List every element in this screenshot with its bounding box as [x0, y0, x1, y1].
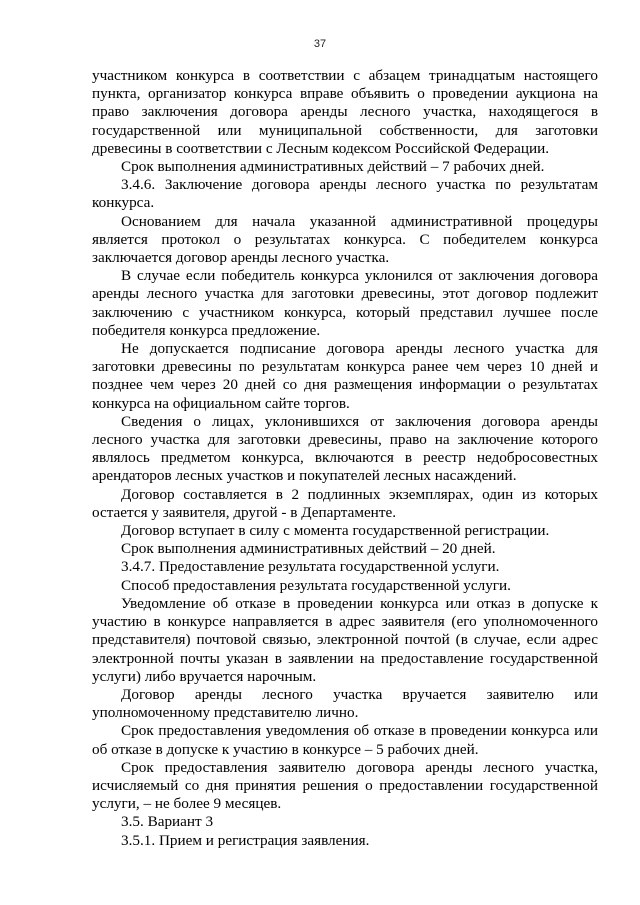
body-paragraph: участником конкурса в соответствии с абзацем тринадцатым настоящего пункта, организатор конкурса вправе объявить о проведении аукциона на право заключения договора аренды лесного участка, находящегося в государственной или муниципальной собственности, для заготовки древесины в соответствии с Лесным кодексом Российской Федерации.: [92, 67, 598, 157]
body-paragraph: Срок выполнения административных действий – 20 дней.: [121, 540, 496, 558]
page-number: 37: [313, 38, 327, 50]
body-paragraph: Срок предоставления уведомления об отказе в проведении конкурса или об отказе в допуске к участию в конкурсе – 5 рабочих дней.: [92, 722, 598, 758]
body-paragraph: Не допускается подписание договора аренды лесного участка для заготовки древесины по результатам конкурса ранее чем через 10 дней и позднее чем через 20 дней со дня размещения информации о результатах конкурса на официальном сайте торгов.: [92, 340, 598, 412]
body-paragraph: Договор аренды лесного участка вручается заявителю или уполномоченному представителю лично.: [92, 685, 598, 722]
body-paragraph: 3.5.1. Прием и регистрация заявления.: [121, 831, 370, 849]
body-paragraph: Договор вступает в силу с момента государственной регистрации.: [121, 522, 550, 540]
body-paragraph: Уведомление об отказе в проведении конкурса или отказ в допуске к участию в конкурсе направляется в адрес заявителя (его уполномоченного представителя) почтовой связью, электронной почтой (в случае, если адрес электронной почты указан в заявлении на предоставление государственной услуги) либо вручается нарочным.: [92, 594, 598, 685]
body-paragraph: Основанием для начала указанной административной процедуры является протокол о результатах конкурса. С победителем конкурса заключается договор аренды лесного участка.: [92, 212, 598, 267]
document-body: [92, 67, 598, 850]
body-paragraph: Срок выполнения административных действий – 7 рабочих дней.: [121, 158, 545, 176]
body-paragraph: Способ предоставления результата государственной услуги.: [121, 576, 511, 594]
body-paragraph: Сведения о лицах, уклонившихся от заключения договора аренды лесного участка для заготовки древесины, право на заключение которого являлось предметом конкурса, включаются в реестр недобросовестных арендаторов лесных участков и покупателей лесных насаждений.: [92, 412, 598, 485]
body-paragraph: Срок предоставления заявителю договора аренды лесного участка, исчисляемый со дня принятия решения о предоставлении государственной услуги, – не более 9 месяцев.: [92, 758, 598, 813]
body-paragraph: 3.5. Вариант 3: [121, 813, 214, 831]
body-paragraph: 3.4.7. Предоставление результата государственной услуги.: [121, 558, 500, 576]
body-paragraph: В случае если победитель конкурса уклонился от заключения договора аренды лесного участка для заготовки древесины, этот договор подлежит заключению с участником конкурса, который представил лучшее после победителя конкурса предложение.: [92, 267, 598, 339]
body-paragraph: Договор составляется в 2 подлинных экземплярах, один из которых остается у заявителя, другой - в Департаменте.: [92, 485, 598, 521]
body-paragraph: 3.4.6. Заключение договора аренды лесного участка по результатам конкурса.: [92, 176, 598, 212]
